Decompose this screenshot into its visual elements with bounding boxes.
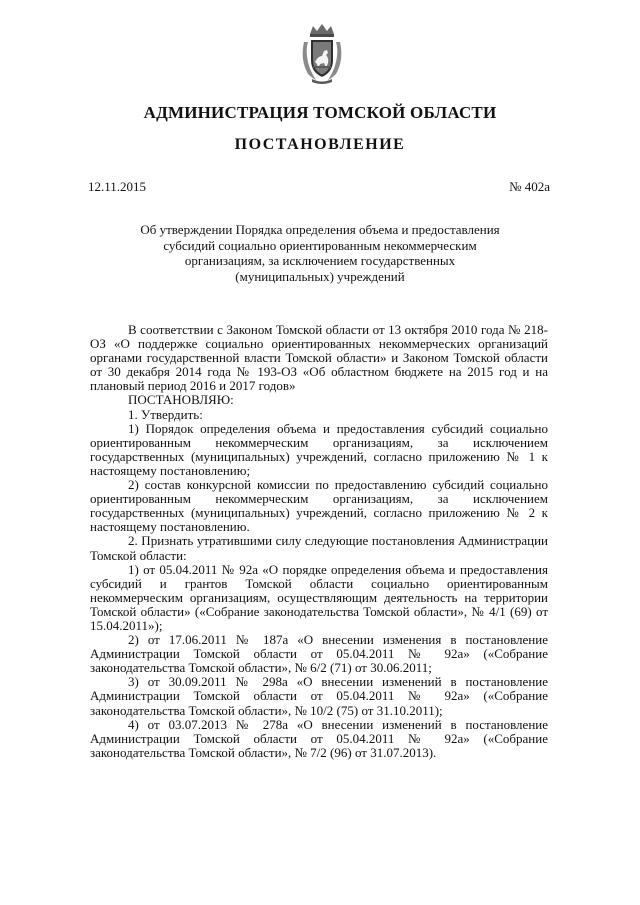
preamble-paragraph: В соответствии с Законом Томской области от 13 октября 2010 года № 218-ОЗ «О поддержке социально ориентированных некоммерческих организаций органами государственной власти Томской области» и Законом Томской области от 30 декабря 2014 года № 193-ОЗ «Об областном бюджете на 2015 год и на плановый период 2016 и 2017 годов» xyxy=(90,322,548,394)
item-1-1: 1) Порядок определения объема и предоставления субсидий социально ориентированным некоммерческим организациям, за исключением государственных (муниципальных) учреждений, согласно приложению № 1 к настоящему постановлению; xyxy=(90,420,548,478)
item-2: 2. Признать утратившими силу следующие постановления Администрации Томской области: xyxy=(90,533,548,563)
organization-title: АДМИНИСТРАЦИЯ ТОМСКОЙ ОБЛАСТИ xyxy=(143,103,497,122)
item-1: 1. Утвердить: xyxy=(128,406,203,422)
item-1-2: 2) состав конкурсной комиссии по предоставлению субсидий социально ориентированным некоммерческим организациям, за исключением государственных (муниципальных) учреждений, согласно приложению № 2 к настоящему постановлению. xyxy=(90,477,548,535)
document-body xyxy=(90,323,548,760)
document-subject: Об утверждении Порядка определения объема и предоставления субсидий социально ориентированным некоммерческим организациям, за исключением государственных (муниципальных) учреждений xyxy=(140,222,500,284)
document-date: 12.11.2015 xyxy=(88,179,147,194)
tomsk-coat-of-arms-icon xyxy=(298,22,346,86)
document-type: ПОСТАНОВЛЕНИЕ xyxy=(234,136,406,153)
decree-word: ПОСТАНОВЛЯЮ: xyxy=(128,392,234,408)
item-2-4: 4) от 03.07.2013 № 278а «О внесении изменений в постановление Администрации Томской области от 05.04.2011 № 92а» («Собрание законодательства Томской области», № 7/2 (96) от 31.07.2013). xyxy=(90,716,548,760)
item-2-1: 1) от 05.04.2011 № 92а «О порядке определения объема и предоставления субсидий и грантов Томской области социально ориентированным некоммерческим организациям, осуществляющим деятельность на территории Томской области» («Собрание законодательства Томской области», № 4/1 (69) от 15.04.2011»); xyxy=(90,561,548,633)
item-2-2: 2) от 17.06.2011 № 187а «О внесении изменения в постановление Администрации Томской области от 05.04.2011 № 92а» («Собрание законодательства Томской области», № 6/2 (71) от 30.06.2011; xyxy=(90,632,548,676)
item-2-3: 3) от 30.09.2011 № 298а «О внесении изменений в постановление Администрации Томской области от 05.04.2011 № 92а» («Собрание законодательства Томской области», № 10/2 (75) от 31.10.2011); xyxy=(90,674,548,718)
document-number: № 402а xyxy=(509,179,550,194)
